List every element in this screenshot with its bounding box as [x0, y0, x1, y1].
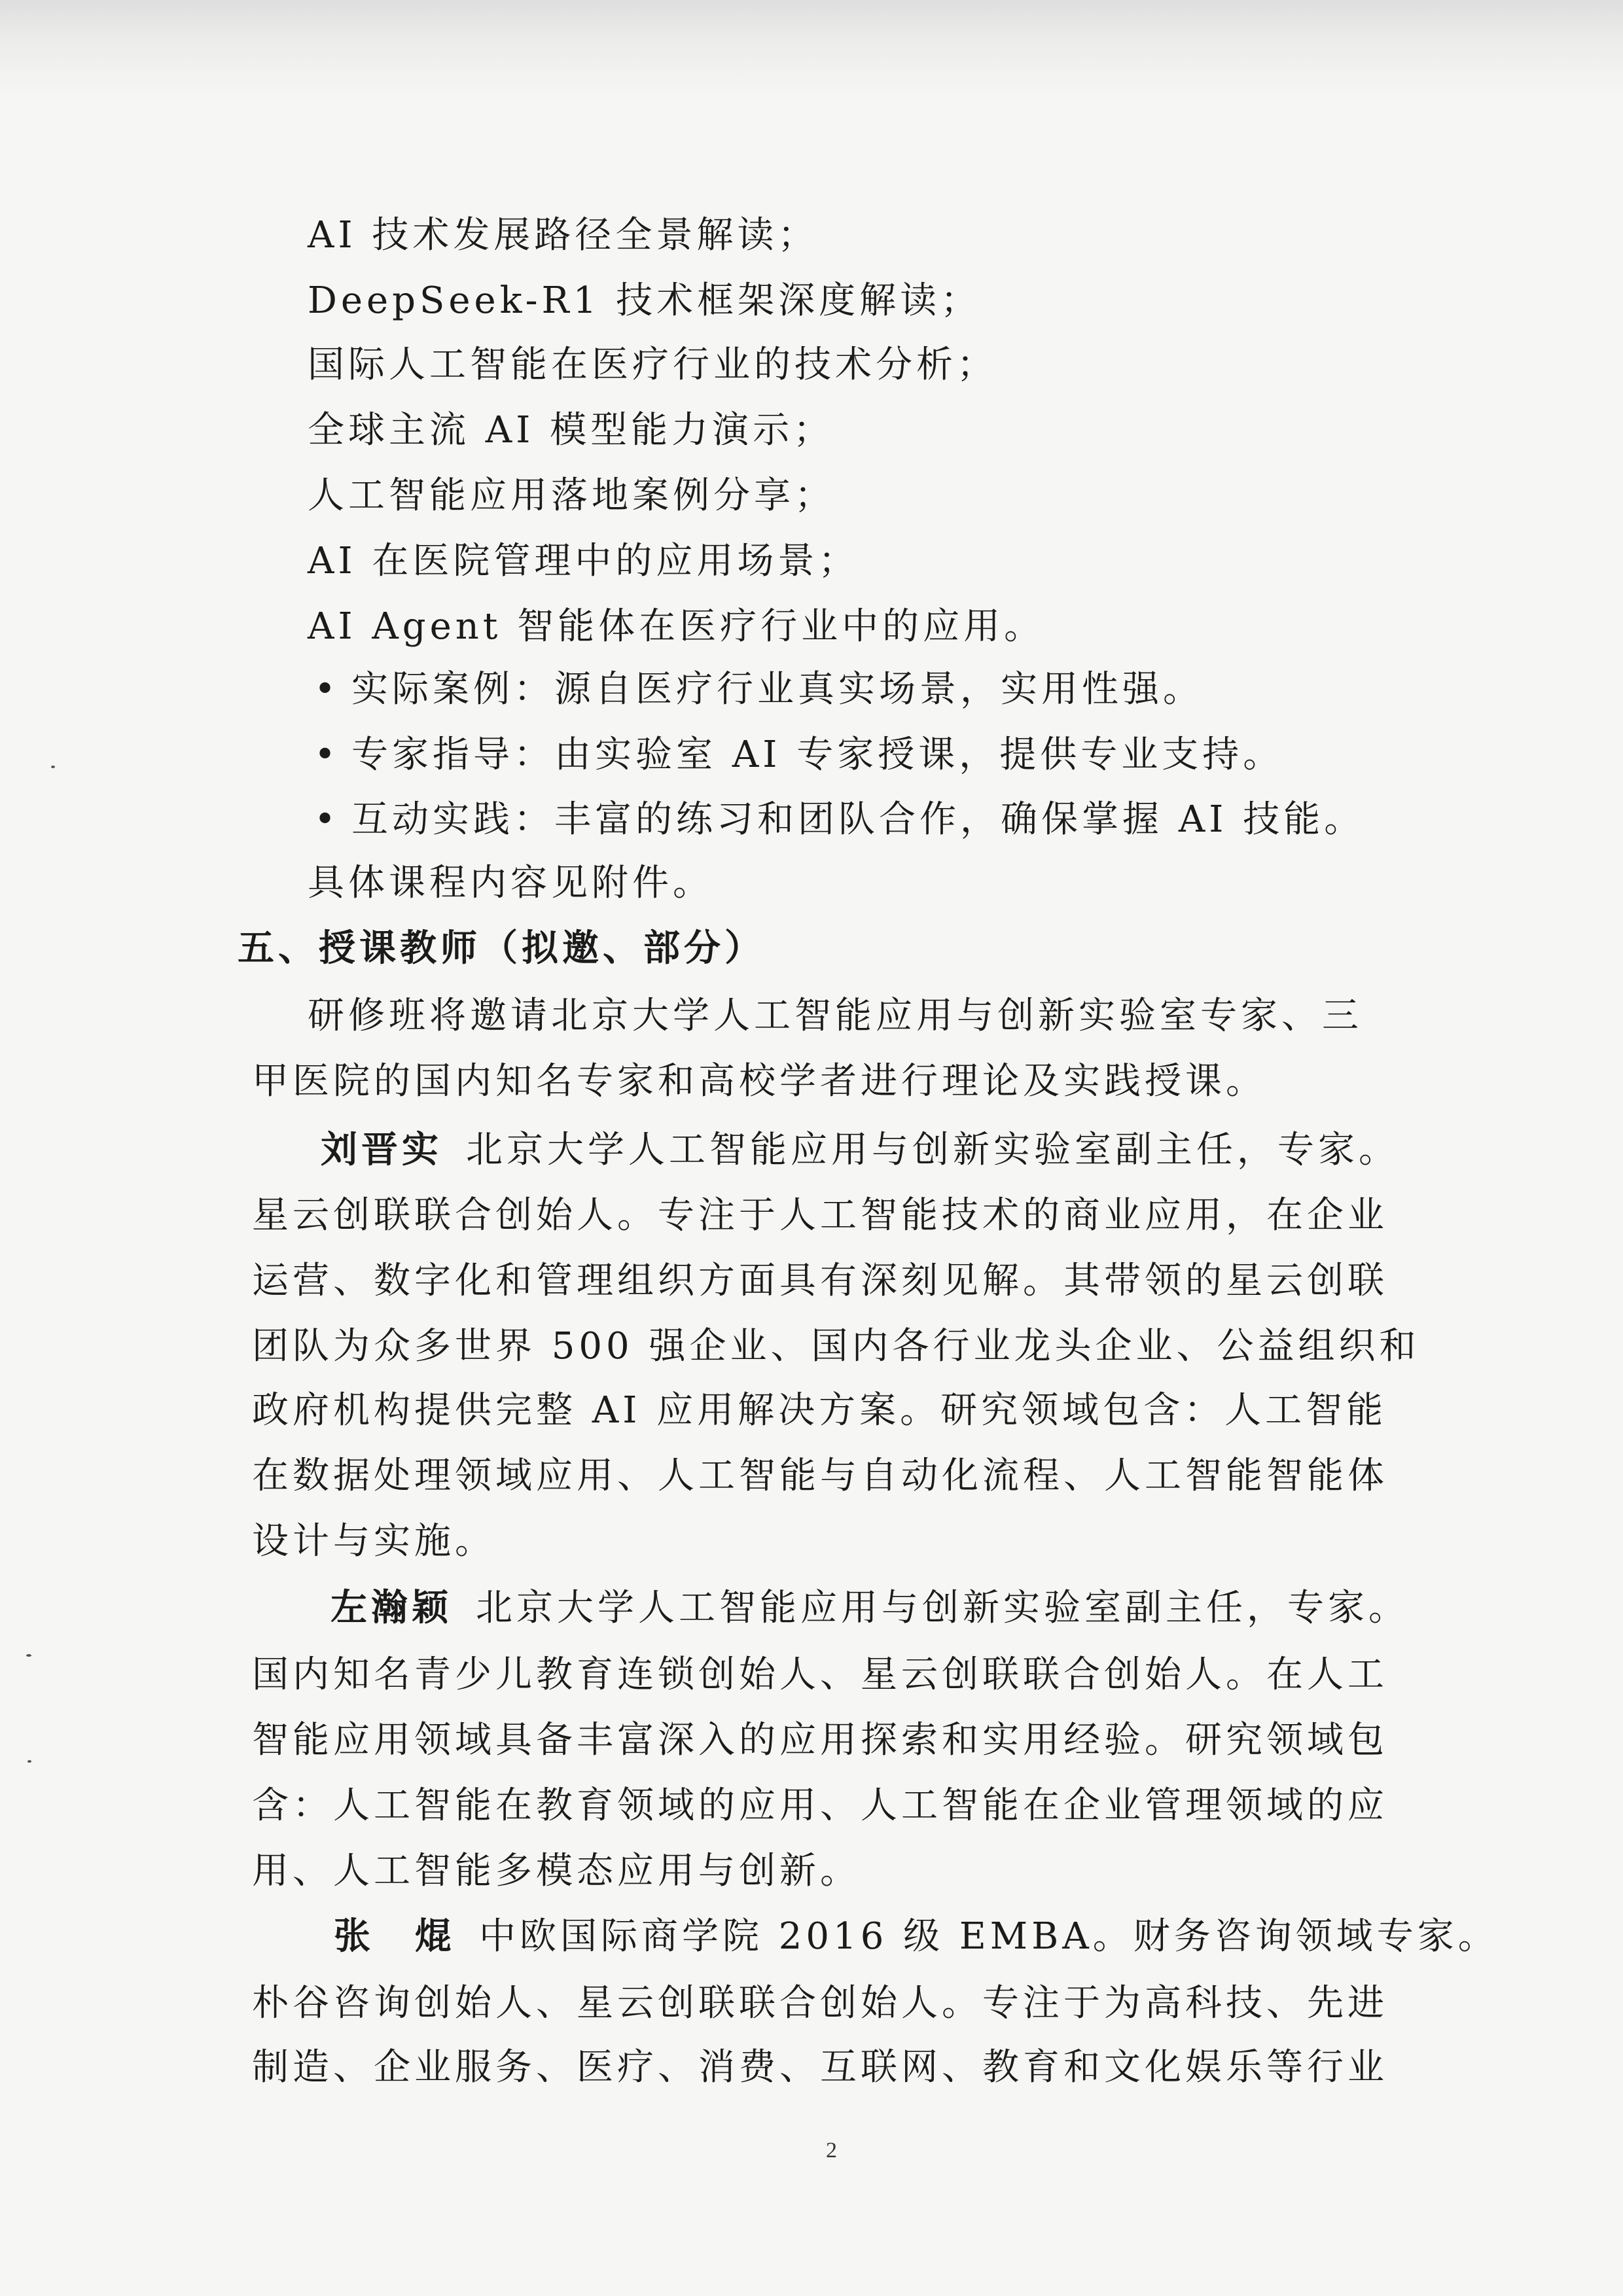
feature-bullet — [314, 657, 1204, 722]
bullet-dot: • — [314, 733, 340, 776]
course-item: AI 技术发展路径全景解读； — [308, 214, 819, 256]
course-item: AI Agent 智能体在医疗行业中的应用。 — [308, 605, 1045, 648]
bullet-text: 互动实践：丰富的练习和团队合作，确保掌握 AI 技能。 — [351, 798, 1365, 841]
section-heading: 五、授课教师（拟邀、部分） — [238, 927, 765, 970]
course-item: 全球主流 AI 模型能力演示； — [308, 409, 834, 451]
scan-speck — [26, 1654, 31, 1657]
bullet-dot: • — [314, 798, 340, 841]
teacher-bio-line: 含：人工智能在教育领域的应用、人工智能在企业管理领域的应 — [252, 1784, 1388, 1827]
teacher-bio-line: 星云创联联合创始人。专注于人工智能技术的商业应用，在企业 — [252, 1194, 1388, 1237]
teacher-name: 张 焜 — [334, 1915, 455, 1958]
teacher-bio-line: 设计与实施。 — [252, 1520, 495, 1563]
bullet-text: 专家指导：由实验室 AI 专家授课，提供专业支持。 — [351, 733, 1284, 776]
teacher-bio-line: 用、人工智能多模态应用与创新。 — [252, 1850, 861, 1892]
teacher-title: 北京大学人工智能应用与创新实验室副主任，专家。 — [476, 1587, 1409, 1629]
scan-speck — [27, 1760, 31, 1763]
teacher-bio-line: 团队为众多世界 500 强企业、国内各行业龙头企业、公益组织和 — [252, 1325, 1420, 1368]
feature-bullet — [314, 722, 1283, 788]
attachment-note: 具体课程内容见附件。 — [308, 862, 713, 904]
feature-bullet — [314, 787, 1364, 853]
teacher-bio-first-line — [321, 1118, 1399, 1183]
teacher-title: 中欧国际商学院 2016 级 EMBA。财务咨询领域专家。 — [479, 1915, 1499, 1958]
scan-speck — [51, 766, 55, 768]
teacher-bio-line: 制造、企业服务、医疗、消费、互联网、教育和文化娱乐等行业 — [252, 2046, 1388, 2089]
teacher-title: 北京大学人工智能应用与创新实验室副主任，专家。 — [466, 1129, 1399, 1171]
teacher-bio-line: 政府机构提供完整 AI 应用解决方案。研究领域包含：人工智能 — [252, 1389, 1387, 1432]
teacher-bio-first-line — [330, 1576, 1409, 1641]
teacher-name: 左瀚颖 — [330, 1587, 452, 1629]
scan-shadow — [0, 0, 1623, 98]
teacher-bio-first-line — [334, 1904, 1499, 1969]
course-item: AI 在医院管理中的应用场景； — [308, 540, 859, 582]
bullet-text: 实际案例：源自医疗行业真实场景，实用性强。 — [351, 668, 1204, 711]
page-number: 2 — [826, 2138, 837, 2163]
course-item: 人工智能应用落地案例分享； — [308, 474, 835, 517]
teacher-bio-line: 在数据处理领域应用、人工智能与自动化流程、人工智能智能体 — [252, 1455, 1388, 1497]
course-item: 国际人工智能在医疗行业的技术分析； — [308, 344, 997, 386]
teacher-bio-line: 朴谷咨询创始人、星云创联联合创始人。专注于为高科技、先进 — [252, 1982, 1388, 2024]
teacher-bio-line: 智能应用领域具备丰富深入的应用探索和实用经验。研究领域包 — [252, 1719, 1388, 1761]
teacher-bio-line: 运营、数字化和管理组织方面具有深刻见解。其带领的星云创联 — [252, 1260, 1388, 1302]
intro-line: 甲医院的国内知名专家和高校学者进行理论及实践授课。 — [252, 1060, 1266, 1103]
intro-line: 研修班将邀请北京大学人工智能应用与创新实验室专家、三 — [308, 995, 1363, 1037]
teacher-name: 刘晋实 — [321, 1129, 442, 1171]
course-item: DeepSeek-R1 技术框架深度解读； — [308, 279, 982, 322]
bullet-dot: • — [314, 668, 340, 711]
teacher-bio-line: 国内知名青少儿教育连锁创始人、星云创联联合创始人。在人工 — [252, 1653, 1388, 1696]
